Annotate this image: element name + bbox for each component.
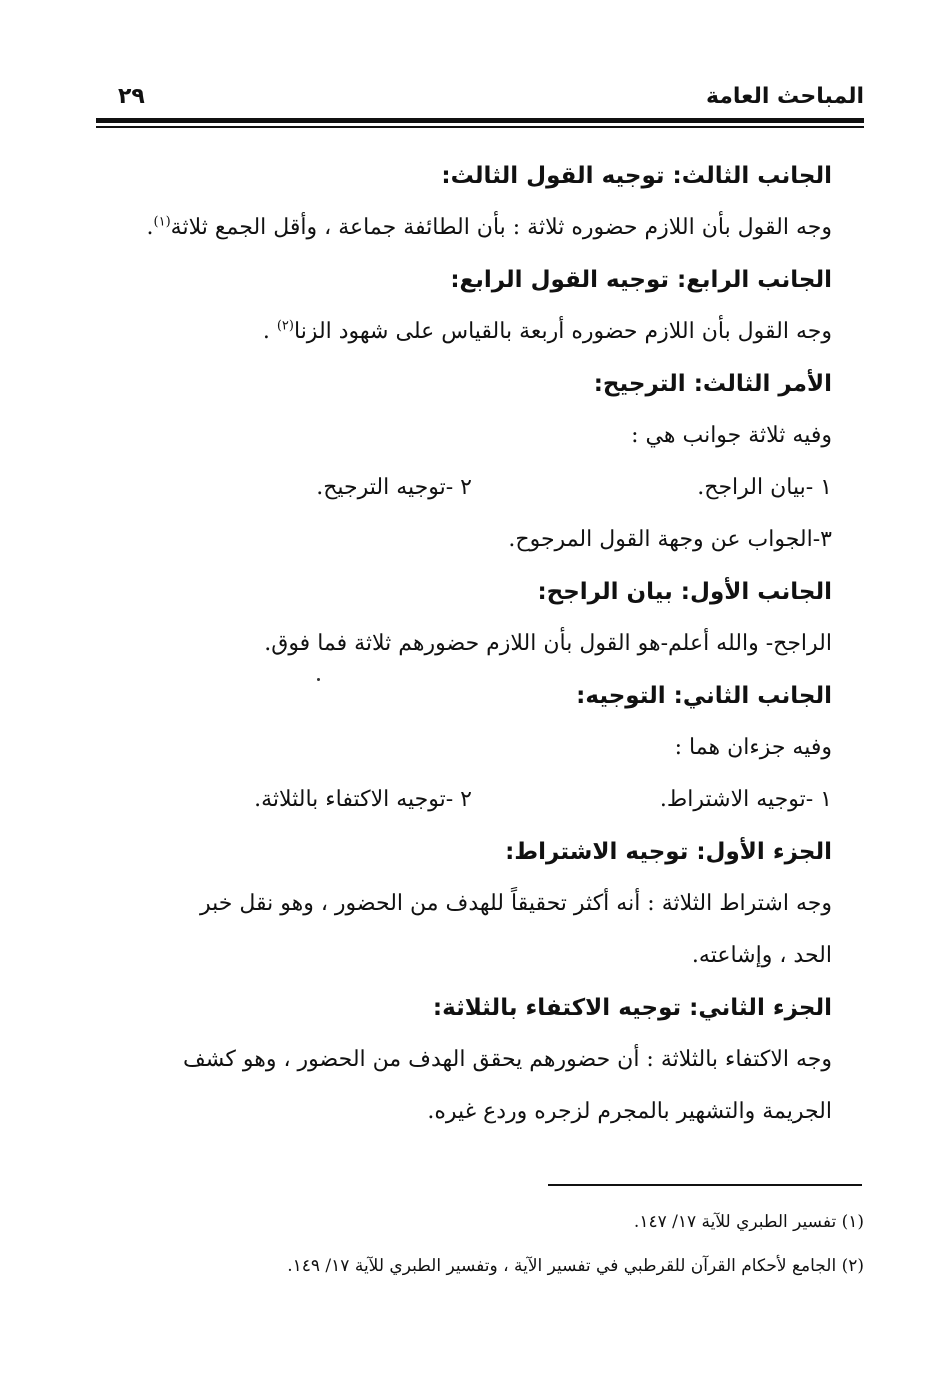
body-text <box>96 150 832 1138</box>
list-item-3: ٣-الجواب عن وجهة القول المرجوح. <box>508 527 832 552</box>
paragraph-end: . <box>262 319 277 344</box>
paragraph-condition-line-2: الحد ، وإشاعته. <box>691 943 832 968</box>
part-item-1: ١ -توجيه الاشتراط. <box>659 787 832 812</box>
heading-first-aspect: الجانب الأول: بيان الراجح: <box>537 579 832 605</box>
paragraph-third-aspect <box>96 202 832 254</box>
page-header <box>96 82 864 116</box>
list-row-1 <box>96 462 832 514</box>
paragraph-sufficiency-line-2: الجريمة والتشهير بالمجرم لزجره وردع غيره. <box>427 1099 832 1124</box>
paragraph-end: . <box>146 215 154 240</box>
paragraph-sufficiency-line-1: وجه الاكتفاء بالثلاثة : أن حضورهم يحقق الهدف من الحضور ، وهو كشف <box>183 1047 832 1072</box>
heading-first-part: الجزء الأول: توجيه الاشتراط: <box>505 839 832 865</box>
heading-third-matter: الأمر الثالث: الترجيح: <box>593 371 832 397</box>
header-rule-thin <box>96 126 864 128</box>
paragraph-condition-line-1: وجه اشتراط الثلاثة : أنه أكثر تحقيقاً للهدف من الحضور ، وهو نقل خبر <box>199 891 832 916</box>
part-item-2: ٢ -توجيه الاكتفاء بالثلاثة. <box>254 787 472 812</box>
paragraph-text: وجه القول بأن اللازم حضوره أربعة بالقياس على شهود الزنا <box>293 319 832 344</box>
paragraph-text: وجه القول بأن اللازم حضوره ثلاثة : بأن الطائفة جماعة ، وأقل الجمع ثلاثة <box>170 215 832 240</box>
heading-fourth-aspect: الجانب الرابع: توجيه القول الرابع: <box>450 267 832 293</box>
footnote-rule <box>548 1184 862 1186</box>
list-row-2 <box>96 774 832 826</box>
paragraph-fourth-aspect <box>96 306 832 358</box>
heading-second-aspect: الجانب الثاني: التوجيه: <box>576 683 832 709</box>
print-speck <box>317 678 320 681</box>
page-number: ٢٩ <box>118 84 145 109</box>
footnote-ref-1[interactable]: (١) <box>153 214 171 230</box>
heading-second-part: الجزء الثاني: توجيه الاكتفاء بالثلاثة: <box>432 995 832 1021</box>
list-item-2: ٢ -توجيه الترجيح. <box>316 475 472 500</box>
footnote-1: (١) تفسير الطبري للآية ١٧/ ١٤٧. <box>633 1212 864 1232</box>
footnote-2: (٢) الجامع لأحكام القرآن للقرطبي في تفسير الآية ، وتفسير الطبري للآية ١٧/ ١٤٩. <box>287 1256 864 1276</box>
footnote-ref-2[interactable]: (٢) <box>276 318 294 334</box>
list-item-1: ١ -بيان الراجح. <box>697 475 832 500</box>
heading-third-aspect: الجانب الثالث: توجيه القول الثالث: <box>441 163 832 189</box>
paragraph-preferred: الراجح- والله أعلم-هو القول بأن اللازم حضورهم ثلاثة فما فوق. <box>264 631 832 656</box>
footnotes <box>150 1200 864 1288</box>
header-rule-thick <box>96 118 864 123</box>
paragraph-three-aspects: وفيه ثلاثة جوانب هي : <box>631 423 832 448</box>
paragraph-two-parts: وفيه جزءان هما : <box>674 735 832 760</box>
running-title: المباحث العامة <box>705 84 864 109</box>
